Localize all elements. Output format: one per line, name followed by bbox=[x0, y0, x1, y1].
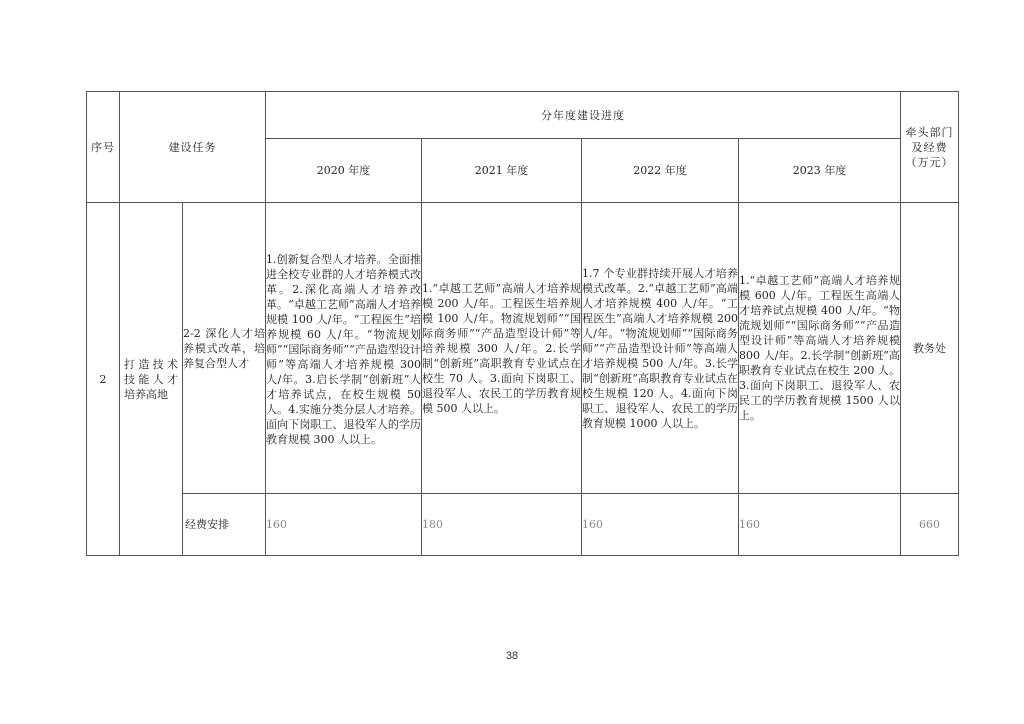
funding-2023: 160 bbox=[739, 494, 901, 556]
funding-2021: 180 bbox=[422, 494, 582, 556]
task-level1: 打造技术技能人才培养高地 bbox=[120, 203, 183, 556]
task-level2: 2-2 深化人才培养模式改革，培养复合型人才 bbox=[183, 203, 266, 494]
header-year-2022: 2022 年度 bbox=[582, 139, 739, 203]
funding-label: 经费安排 bbox=[183, 494, 266, 556]
header-seq: 序号 bbox=[87, 92, 120, 203]
header-lead-dept-line1: 牵头部门 bbox=[905, 125, 954, 139]
construction-plan-table bbox=[86, 91, 959, 556]
header-lead-dept-line2: 及经费 bbox=[911, 140, 948, 154]
header-task: 建设任务 bbox=[120, 92, 266, 203]
funding-total: 660 bbox=[901, 494, 959, 556]
header-year-2020: 2020 年度 bbox=[266, 139, 422, 203]
progress-2020: 1.创新复合型人才培养。全面推进全校专业群的人才培养模式改革。2.深化高端人才培养改革。“卓越工艺师”高端人才培养规模 100 人/年。“工程医生”培养规模 60 人/年。“物流规划师”“国际商务师”“产品造型设计师”等高端人才培养规模 300 人/年。3.启长学制“创新班”人才培养试点，在校生规模 50 人。4.实施分类分层人才培养。面向下岗职工、退役军人的学历教育规模 300 人以上。 bbox=[266, 203, 422, 494]
progress-2023: 1.“卓越工艺师”高端人才培养规模 600 人/年。工程医生高端人才培养试点规模 400 人/年。“物流规划师”“国际商务师”“产品造型设计师”等高端人才培养规模 800 人/年。2.长学制“创新班”高职教育专业试点在校生 200 人。3.面向下岗职工、退役军人、农民工的学历教育规模 1500 人以上。 bbox=[739, 203, 901, 494]
header-lead-dept-line3: （万元） bbox=[905, 155, 954, 169]
page-number: 38 bbox=[505, 650, 519, 662]
progress-2021: 1.“卓越工艺师”高端人才培养规模 200 人/年。工程医生培养规模 100 人/年。物流规划师”“国际商务师”“产品造型设计师”等培养规模 300 人/年。2.长学制“创新班”高职教育专业试点在校生 70 人。3.面向下岗职工、退役军人、农民工的学历教育规模 500 人以上。 bbox=[422, 203, 582, 494]
header-year-2021: 2021 年度 bbox=[422, 139, 582, 203]
row-seq: 2 bbox=[87, 203, 120, 556]
funding-2022: 160 bbox=[582, 494, 739, 556]
lead-dept: 教务处 bbox=[901, 203, 959, 494]
header-lead-dept bbox=[901, 92, 959, 203]
header-progress: 分年度建设进度 bbox=[266, 92, 901, 139]
progress-2022: 1.7 个专业群持续开展人才培养模式改革。2.“卓越工艺师”高端人才培养规模 400 人/年。“工程医生”高端人才培养规模 200 人/年。“物流规划师”“国际商务师”“产品造型设计师”等高端人才培养规模 500 人/年。3.长学制“创新班”高职教育专业试点在校生规模 120 人。4.面向下岗职工、退役军人、农民工的学历教育规模 1000 人以上。 bbox=[582, 203, 739, 494]
header-year-2023: 2023 年度 bbox=[739, 139, 901, 203]
funding-2020: 160 bbox=[266, 494, 422, 556]
